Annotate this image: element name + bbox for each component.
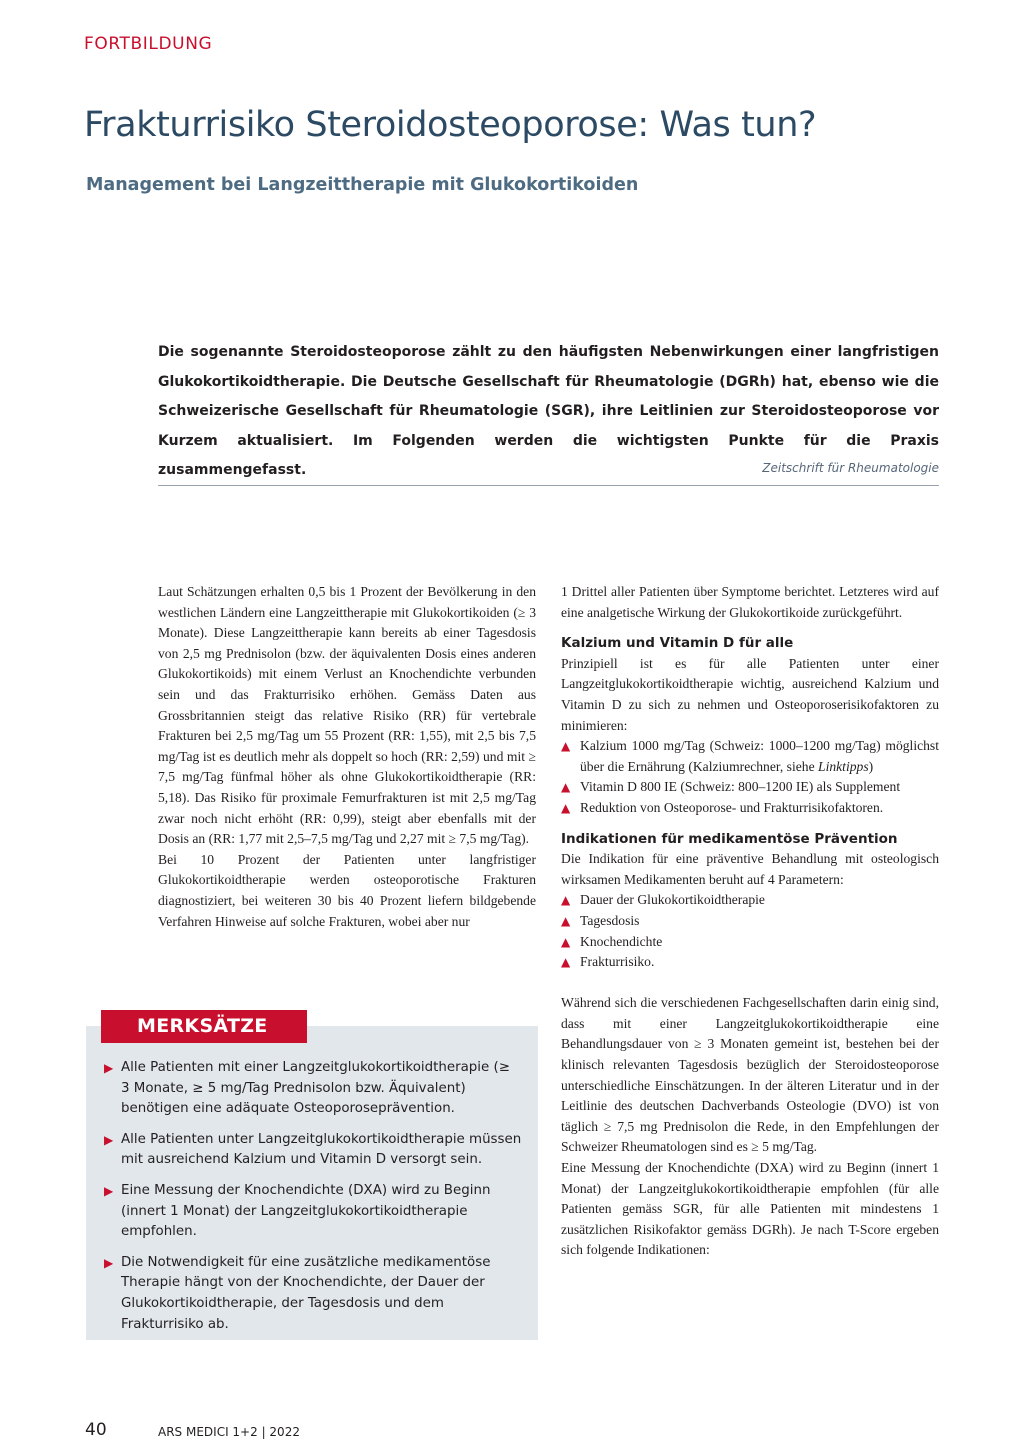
bullet-list	[561, 890, 939, 972]
triangle-bullet-icon: ▲	[561, 739, 571, 754]
lead-paragraph: Die sogenannte Steroidosteoporose zählt zu den häufigsten Nebenwirkungen einer langfristigen Glukokortikoidtherapie. Die Deutsche Gesellschaft für Rheumatologie (DGRh) hat, ebenso wie die Schweizerische Gesellschaft für Rheumatologie (SGR), ihre Leitlinien zur Steroidosteoporose vor Kurzem aktualisiert. Im Folgenden werden die wichtigsten Punkte für die Praxis zusammengefasst.	[158, 344, 939, 478]
body-paragraph: Bei 10 Prozent der Patienten unter langfristiger Glukokortikoidtherapie werden osteoporotische Frakturen diagnostiziert, bei weiteren 30 bis 40 Prozent liefern bildgebende Verfahren Hinweise auf solche Frakturen, wobei aber nur	[158, 851, 536, 929]
list-item: ▶ Die Notwendigkeit für eine zusätzliche medikamentöse Therapie hängt von der Knochendichte, der Dauer der Glukokortikoidtherapie, der Tagesdosis und dem Frakturrisiko ab.	[104, 1254, 491, 1332]
body-paragraph: Die Indikation für eine präventive Behandlung mit osteologisch wirksamen Medikamenten beruht auf 4 Parametern:	[561, 851, 939, 887]
page-number: 40	[85, 1420, 107, 1440]
merksaetze-list	[104, 1058, 522, 1345]
list-item: ▲ Frakturrisiko.	[561, 952, 939, 973]
triangle-bullet-icon: ▲	[561, 913, 571, 928]
spacer	[561, 973, 939, 994]
list-item: ▲ Dauer der Glukokortikoidtherapie	[561, 890, 939, 911]
triangle-bullet-icon: ▲	[561, 780, 571, 795]
body-paragraph: Prinzipiell ist es für alle Patienten unter einer Langzeitglukokortikoidtherapie wichtig, ausreichend Kalzium und Vitamin D zu sich zu nehmen und Osteoporoserisikofaktoren zu minimieren:	[561, 655, 939, 733]
arrow-right-icon: ▶	[104, 1255, 114, 1270]
list-item: ▲ Reduktion von Osteoporose- und Frakturrisikofaktoren.	[561, 798, 939, 819]
triangle-bullet-icon: ▲	[561, 934, 571, 949]
arrow-right-icon: ▶	[104, 1183, 114, 1198]
source-credit: Zeitschrift für Rheumatologie	[762, 461, 939, 475]
article-title: Frakturrisiko Steroidosteoporose: Was tun?	[84, 105, 817, 145]
arrow-right-icon: ▶	[104, 1132, 114, 1147]
arrow-right-icon: ▶	[104, 1061, 114, 1075]
section-label: FORTBILDUNG	[84, 34, 213, 54]
list-item: ▶ Alle Patienten unter Langzeitglukokortikoidtherapie müssen mit ausreichend Kalzium und Vitamin D versorgt sein.	[104, 1131, 522, 1168]
body-paragraph: Eine Messung der Knochendichte (DXA) wird zu Beginn (innert 1 Monat) der Langzeitglukokortikoidtherapie empfohlen (für alle Patienten gemäss SGR, für alle Patienten mit mindestens 1 zusätzlichen Risikofaktor gemäss DGRh). Je nach T-Score ergeben sich folgende Indikationen:	[561, 1160, 939, 1258]
article-subtitle: Management bei Langzeittherapie mit Glukokortikoiden	[86, 175, 639, 195]
merksaetze-title: MERKSÄTZE	[101, 1010, 307, 1043]
list-item: ▲ Knochendichte	[561, 932, 939, 953]
triangle-bullet-icon: ▲	[561, 955, 571, 970]
section-heading: Kalzium und Vitamin D für alle	[561, 635, 794, 652]
triangle-bullet-icon: ▲	[561, 893, 571, 908]
body-paragraph: 1 Drittel aller Patienten über Symptome berichtet. Letzteres wird auf eine analgetische Wirkung der Glukokortikoide zurückgeführt.	[561, 584, 939, 620]
body-paragraph: Laut Schätzungen erhalten 0,5 bis 1 Prozent der Bevölkerung in den westlichen Ländern eine Langzeittherapie mit Glukokortikoiden (≥ 3 Monate). Diese Langzeittherapie kann bereits ab einer Tagesdosis von 2,5 mg Prednisolon (bzw. der äquivalenten Dosis eines anderen Glukokortikoids) mit einem Verlust an Knochendichte verbunden sein und das Frakturrisiko erhöhen. Gemäss Daten aus Grossbritannien steigt das relative Risiko (RR) für vertebrale Frakturen bei 2,5 mg/Tag um 55 Prozent (RR: 1,55), mit 2,5 bis 7,5 mg/Tag ist es deutlich mehr als doppelt so hoch (RR: 2,59) und mit ≥ 7,5 mg/Tag fünfmal höher als ohne Glukokortikoidtherapie (RR: 5,18). Das Risiko für proximale Femurfrakturen ist mit 2,5 mg/Tag zwar noch nicht erhöht (RR: 0,99), steigt aber ebenfalls mit der Dosis an (RR: 1,77 mit 2,5–7,5 mg/Tag und 2,27 mit ≥ 7,5 mg/Tag).	[158, 584, 536, 847]
left-column	[158, 582, 536, 932]
list-item: ▲ Kalzium 1000 mg/Tag (Schweiz: 1000–1200 mg/Tag) möglichst über die Ernährung (Kalziumrechner, siehe Linktipps)	[561, 738, 939, 774]
section-heading: Indikationen für medikamentöse Prävention	[561, 830, 898, 847]
list-item: ▶ Alle Patienten mit einer Langzeitglukokortikoidtherapie (≥ 3 Monate, ≥ 5 mg/Tag Prednisolon bzw. Äquivalent) benötigen eine adäquate Osteoporoseprävention.	[104, 1060, 510, 1117]
triangle-bullet-icon: ▲	[561, 800, 571, 815]
body-paragraph: Während sich die verschiedenen Fachgesellschaften darin einig sind, dass mit einer Langzeitglukokortikoidtherapie eine Behandlungsdauer von ≥ 3 Monaten gemeint ist, bestehen bei der klinisch relevanten Tagesdosis bezüglich der Steroidosteoporose unterschiedliche Einschätzungen. In der älteren Literatur und in der Leitlinie des deutschen Dachverbands Osteologie (DVO) ist von täglich ≥ 7,5 mg Prednisolon die Rede, in den Empfehlungen der Schweizer Rheumatologen sind es ≥ 5 mg/Tag.	[561, 995, 939, 1155]
magazine-issue: ARS MEDICI 1+2 | 2022	[158, 1425, 300, 1439]
merksaetze-box	[86, 1026, 538, 1340]
right-column	[561, 582, 939, 1261]
bullet-list	[561, 736, 939, 818]
list-item: ▶ Eine Messung der Knochendichte (DXA) wird zu Beginn (innert 1 Monat) der Langzeitglukokortikoidtherapie empfohlen.	[104, 1182, 491, 1240]
list-item: ▲ Tagesdosis	[561, 911, 939, 932]
list-item: ▲ Vitamin D 800 IE (Schweiz: 800–1200 IE) als Supplement	[561, 777, 939, 798]
divider-line	[158, 485, 939, 486]
